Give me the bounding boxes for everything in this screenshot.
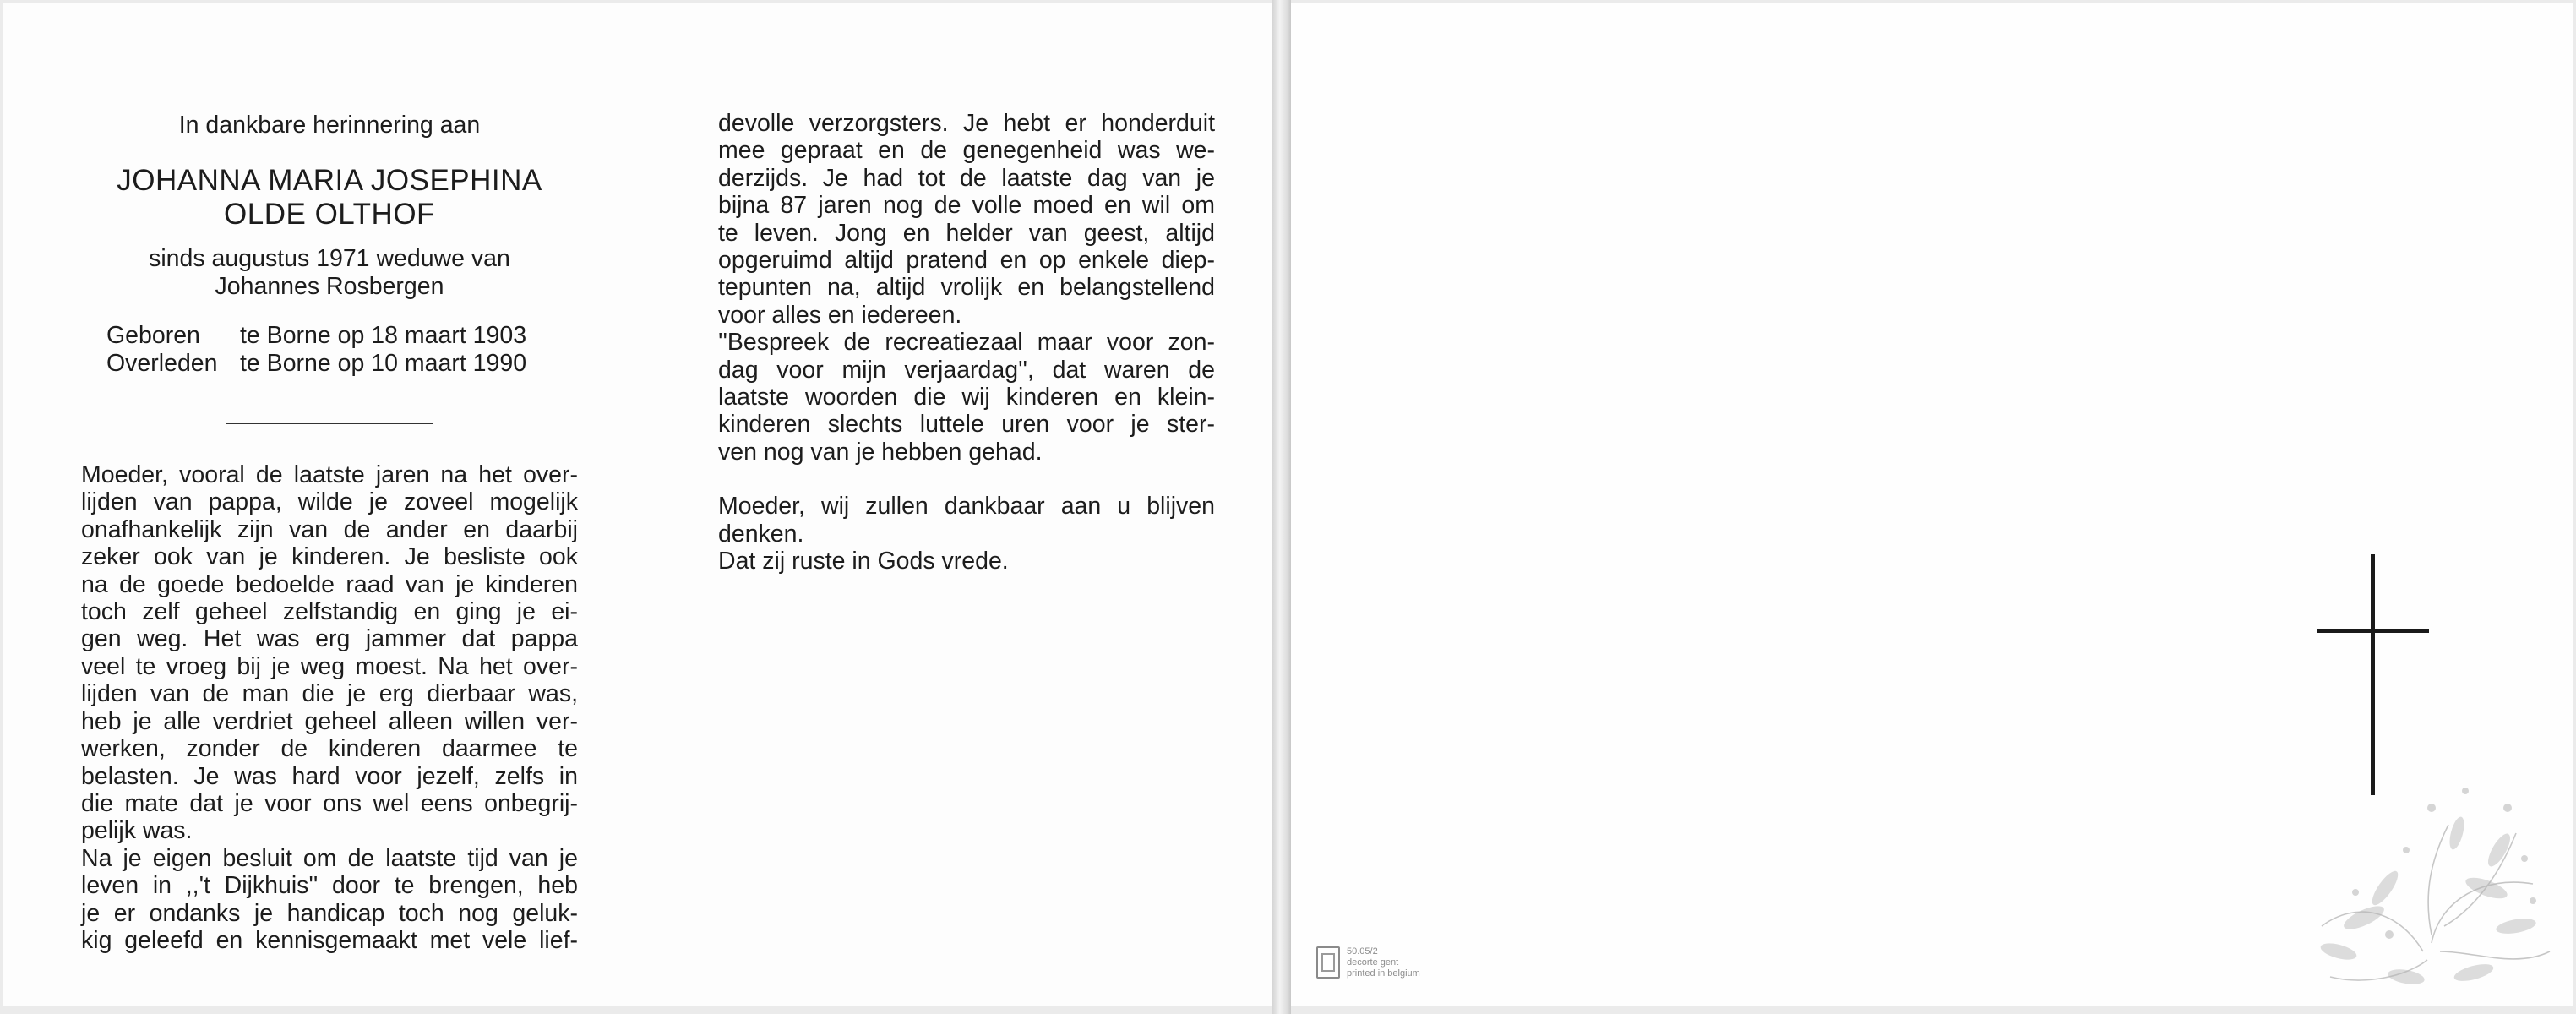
death-value: te Borne op 10 maart 1990: [240, 349, 527, 377]
text-line: lijden van pappa, wilde je zoveel mogelijk: [81, 488, 578, 516]
memorial-text-part-1: [81, 461, 578, 954]
text-line: die mate dat je voor ons wel eens onbegrij-: [81, 789, 578, 817]
text-line: werken, zonder de kinderen daarmee te: [81, 735, 578, 763]
memorial-text-part-2: [718, 110, 1215, 466]
right-column: [718, 110, 1215, 575]
text-line: devolle verzorgsters. Je hebt er honderduit: [718, 110, 1215, 137]
text-line: je er ondanks je handicap toch nog geluk-: [81, 899, 578, 927]
printer-mark-text: [1347, 946, 1420, 979]
text-line: belasten. Je was hard voor jezelf, zelfs in: [81, 762, 578, 790]
text-line: voor alles en iedereen.: [718, 301, 962, 329]
text-line: toch zelf geheel zelfstandig en ging je ei-: [81, 598, 578, 626]
closing-text: [718, 493, 1215, 575]
paragraph-gap: [718, 466, 1215, 493]
divider-line: [226, 422, 433, 424]
text-line: derzijds. Je had tot de laatste dag van je: [718, 164, 1215, 192]
printer-code: 50.05/2: [1347, 946, 1378, 957]
printer-mark: [1316, 946, 1420, 979]
cross-vertical-beam: [2371, 554, 2375, 795]
name-line-1: JOHANNA MARIA JOSEPHINA: [117, 164, 542, 198]
text-line: veel te vroeg bij je weg moest. Na het over-: [81, 652, 578, 680]
right-page: [1291, 3, 2573, 1006]
text-line: ''Bespreek de recreatiezaal maar voor zon-: [718, 329, 1215, 357]
birth-row: [81, 322, 578, 349]
text-line: leven in ,,'t Dijkhuis'' door te brengen, heb: [81, 872, 578, 900]
text-line: Moeder, vooral de laatste jaren na het over-: [81, 461, 578, 489]
deceased-name: [81, 164, 578, 232]
text-line: pelijk was.: [81, 817, 193, 845]
text-line: tepunten na, altijd vrolijk en belangstellend: [718, 274, 1215, 302]
text-line: ven nog van je hebben gehad.: [718, 438, 1043, 466]
card-fold: [1272, 0, 1291, 1014]
cross-with-flowers-icon: [2305, 554, 2558, 1011]
text-line: zeker ook van je kinderen. Je besliste ook: [81, 543, 578, 571]
name-line-2: OLDE OLTHOF: [224, 198, 435, 232]
text-line: kinderen slechts luttele uren voor je ster-: [718, 411, 1215, 439]
printer-origin: printed in belgium: [1347, 968, 1420, 979]
text-line: Moeder, wij zullen dankbaar aan u blijven: [718, 493, 1215, 521]
printer-logo-icon: [1316, 946, 1340, 979]
widow-info: [81, 245, 578, 300]
text-line: lijden van de man die je erg dierbaar was,: [81, 680, 578, 708]
text-line: Dat zij ruste in Gods vrede.: [718, 548, 1009, 575]
text-line: onafhankelijk zijn van de ander en daarbij: [81, 515, 578, 543]
death-label: Overleden: [106, 349, 218, 377]
text-line: mee gepraat en de genegenheid was we-: [718, 137, 1215, 165]
text-line: laatste woorden die wij kinderen en klein-: [718, 384, 1215, 412]
birth-value: te Borne op 18 maart 1903: [240, 322, 527, 350]
text-line: na de goede bedoelde raad van je kinderen: [81, 570, 578, 598]
widow-line-1: sinds augustus 1971 weduwe van: [149, 245, 510, 273]
text-line: bijna 87 jaren nog de volle moed en wil om: [718, 192, 1215, 220]
text-line: heb je alle verdriet geheel alleen willen ver-: [81, 707, 578, 735]
text-line: opgeruimd altijd pratend en op enkele diep-: [718, 247, 1215, 275]
cross-horizontal-beam: [2317, 629, 2429, 633]
printer-company: decorte gent: [1347, 957, 1399, 968]
text-line: gen weg. Het was erg jammer dat pappa: [81, 625, 578, 653]
left-column: [81, 112, 578, 954]
widow-line-2: Johannes Rosbergen: [215, 272, 444, 300]
birth-label: Geboren: [106, 322, 200, 350]
text-line: denken.: [718, 520, 804, 548]
text-line: te leven. Jong en helder van geest, altijd: [718, 219, 1215, 247]
text-line: kig geleefd en kennisgemaakt met vele lief-: [81, 926, 578, 954]
left-page: [3, 3, 1272, 1006]
intro-text: In dankbare herinnering aan: [178, 112, 481, 139]
text-line: dag voor mijn verjaardag'', dat waren de: [718, 356, 1215, 384]
death-row: [81, 350, 578, 377]
text-line: Na je eigen besluit om de laatste tijd van je: [81, 844, 578, 872]
